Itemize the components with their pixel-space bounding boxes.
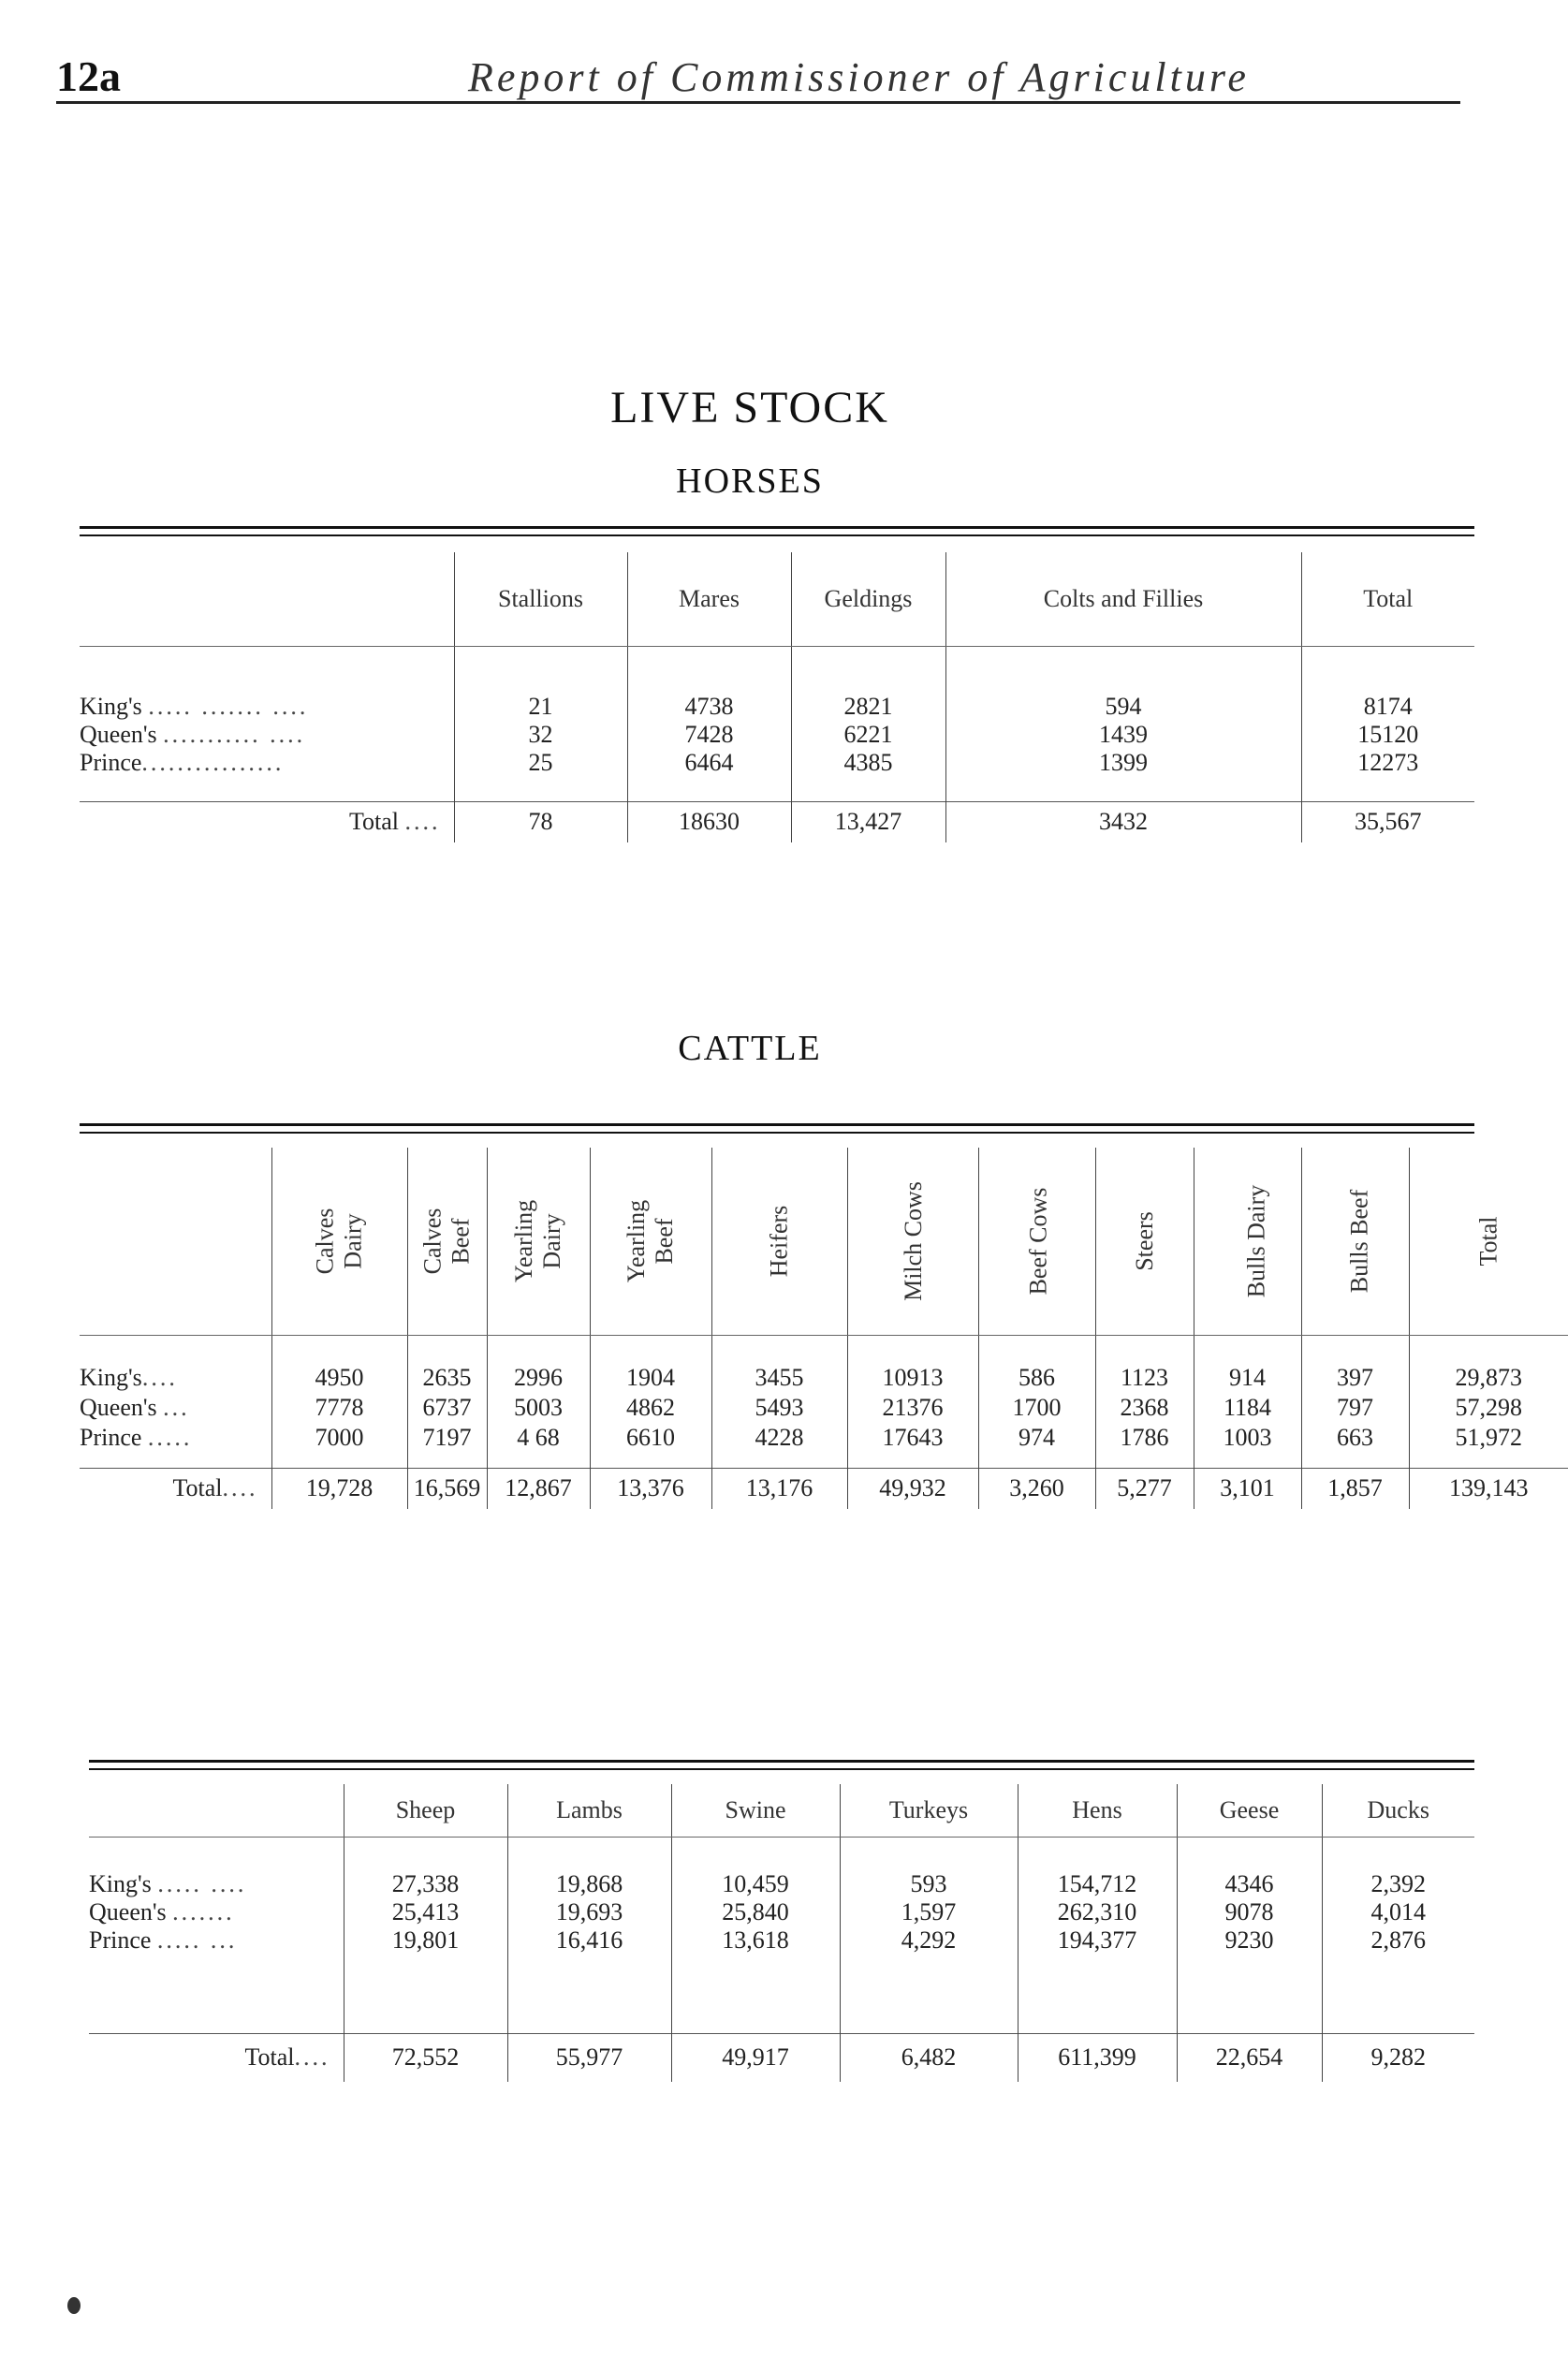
table-cell: 25,840 [671,1898,840,1926]
table-cell: 16,416 [507,1926,671,1955]
table-cell: 27,338 [344,1870,507,1898]
total-cell: 55,977 [507,2033,671,2082]
row-label: King's [80,693,142,720]
row-label: Prince [80,749,142,776]
table-cell: 19,868 [507,1870,671,1898]
total-cell: 22,654 [1177,2033,1322,2082]
poultry-stub-head [89,1784,344,1837]
total-cell: 19,728 [271,1468,407,1509]
total-cell: 13,176 [711,1468,847,1509]
total-cell: 139,143 [1409,1468,1568,1509]
row-label: Queen's [89,1898,167,1925]
live-stock-title: LIVE STOCK [610,383,889,432]
table-cell: 32 [454,721,627,749]
total-cell: 1,857 [1301,1468,1409,1509]
table-cell: 2,876 [1322,1926,1474,1955]
table-cell: 3455 [711,1363,847,1393]
running-header [56,51,1460,108]
total-cell: 16,569 [407,1468,487,1509]
table-cell: 25 [454,749,627,777]
total-label: Total [244,2043,295,2072]
poultry-table [89,1784,1474,2082]
total-cell: 13,376 [590,1468,711,1509]
table-cell: 2821 [791,693,945,721]
table-cell: 2,392 [1322,1870,1474,1898]
cattle-stub-head [80,1148,271,1335]
table-cell: 4,014 [1322,1898,1474,1926]
table-cell: 7778 [271,1393,407,1423]
table-row: Queen's ....... 25,413 19,693 25,840 1,597 262,310 9078 4,014 [89,1898,1474,1926]
table-cell: 586 [978,1363,1095,1393]
table-cell: 21376 [847,1393,978,1423]
table-cell: 262,310 [1018,1898,1177,1926]
table-cell: 9078 [1177,1898,1322,1926]
table-cell: 914 [1194,1363,1301,1393]
table-cell: 5003 [487,1393,590,1423]
total-cell: 9,282 [1322,2033,1474,2082]
total-cell: 18630 [627,801,791,842]
table-cell: 51,972 [1409,1423,1568,1453]
table-cell: 6221 [791,721,945,749]
table-cell: 974 [978,1423,1095,1453]
total-row: Total.... 72,552 55,977 49,917 6,482 611,399 22,654 9,282 [89,2033,1474,2082]
cattle-col-yearling-beef: Yearling Beef [590,1148,711,1335]
table-cell: 594 [945,693,1301,721]
table-cell: 1184 [1194,1393,1301,1423]
horses-table [80,552,1474,842]
total-row: Total .... 78 18630 13,427 3432 35,567 [80,801,1474,842]
table-cell: 6610 [590,1423,711,1453]
table-cell: 4950 [271,1363,407,1393]
table-cell: 1003 [1194,1423,1301,1453]
poultry-col-geese: Geese [1177,1784,1322,1837]
cattle-col-steers: Steers [1095,1148,1194,1335]
row-label: King's [89,1870,152,1897]
table-cell: 25,413 [344,1898,507,1926]
cattle-col-yearling-dairy: Yearling Dairy [487,1148,590,1335]
row-label: King's [80,1364,142,1391]
header-rule [56,101,1460,104]
total-cell: 78 [454,801,627,842]
cattle-title: CATTLE [678,1029,822,1068]
table-cell: 9230 [1177,1926,1322,1955]
cattle-col-beef-cows: Beef Cows [978,1148,1095,1335]
table-row: Prince ..... ... 19,801 16,416 13,618 4,292 194,377 9230 2,876 [89,1926,1474,1955]
cattle-col-milch-cows: Milch Cows [847,1148,978,1335]
table-cell: 4862 [590,1393,711,1423]
table-cell: 2635 [407,1363,487,1393]
cattle-col-bulls-beef: Bulls Beef [1301,1148,1409,1335]
poultry-col-sheep: Sheep [344,1784,507,1837]
total-label: Total [172,1474,223,1502]
table-cell: 6737 [407,1393,487,1423]
total-cell: 5,277 [1095,1468,1194,1509]
poultry-col-swine: Swine [671,1784,840,1837]
cattle-col-calves-beef: Calves Beef [407,1148,487,1335]
table-cell: 4228 [711,1423,847,1453]
horses-col-total: Total [1301,552,1474,646]
table-row: King's.... 4950 2635 2996 1904 3455 10913 586 1123 914 397 29,873 [80,1363,1568,1393]
page-number: 12a [56,52,121,100]
total-cell: 6,482 [840,2033,1018,2082]
total-cell: 12,867 [487,1468,590,1509]
total-cell: 3432 [945,801,1301,842]
table-cell: 4738 [627,693,791,721]
horses-title: HORSES [676,461,824,501]
table-cell: 5493 [711,1393,847,1423]
table-cell: 1786 [1095,1423,1194,1453]
cattle-table [80,1148,1568,1509]
table-row: Queen's ... 7778 6737 5003 4862 5493 21376 1700 2368 1184 797 57,298 [80,1393,1568,1423]
ink-speck [67,2297,81,2314]
poultry-col-hens: Hens [1018,1784,1177,1837]
table-cell: 4385 [791,749,945,777]
table-cell: 7000 [271,1423,407,1453]
table-cell: 194,377 [1018,1926,1177,1955]
table-cell: 19,801 [344,1926,507,1955]
cattle-col-calves-dairy: Calves Dairy [271,1148,407,1335]
horses-col-colts-fillies: Colts and Fillies [945,552,1301,646]
total-cell: 3,101 [1194,1468,1301,1509]
poultry-col-lambs: Lambs [507,1784,671,1837]
table-cell: 8174 [1301,693,1474,721]
row-label: Prince [80,1424,142,1451]
poultry-col-ducks: Ducks [1322,1784,1474,1837]
table-cell: 2996 [487,1363,590,1393]
total-cell: 3,260 [978,1468,1095,1509]
table-cell: 10913 [847,1363,978,1393]
table-cell: 797 [1301,1393,1409,1423]
table-row: Queen's ........... .... 32 7428 6221 1439 15120 [80,721,1474,749]
table-cell: 1399 [945,749,1301,777]
table-cell: 4,292 [840,1926,1018,1955]
horses-col-geldings: Geldings [791,552,945,646]
running-title: Report of Commissioner of Agriculture [468,54,1250,100]
row-label: Queen's [80,1394,157,1421]
total-cell: 49,932 [847,1468,978,1509]
table-row: King's ..... .... 27,338 19,868 10,459 593 154,712 4346 2,392 [89,1870,1474,1898]
table-cell: 6464 [627,749,791,777]
table-cell: 2368 [1095,1393,1194,1423]
table-row: Prince ..... 7000 7197 4 68 6610 4228 17643 974 1786 1003 663 51,972 [80,1423,1568,1453]
table-cell: 1904 [590,1363,711,1393]
cattle-col-heifers: Heifers [711,1148,847,1335]
table-cell: 663 [1301,1423,1409,1453]
total-cell: 13,427 [791,801,945,842]
horses-col-stallions: Stallions [454,552,627,646]
total-label: Total [348,808,399,836]
table-cell: 7197 [407,1423,487,1453]
horses-col-mares: Mares [627,552,791,646]
table-cell: 10,459 [671,1870,840,1898]
table-cell: 7428 [627,721,791,749]
table-cell: 1,597 [840,1898,1018,1926]
table-cell: 29,873 [1409,1363,1568,1393]
table-cell: 21 [454,693,627,721]
table-cell: 13,618 [671,1926,840,1955]
table-cell: 4346 [1177,1870,1322,1898]
horses-stub-head [80,552,454,646]
table-cell: 593 [840,1870,1018,1898]
poultry-col-turkeys: Turkeys [840,1784,1018,1837]
cattle-col-total: Total [1409,1148,1568,1335]
table-cell: 397 [1301,1363,1409,1393]
table-cell: 1439 [945,721,1301,749]
table-cell: 19,693 [507,1898,671,1926]
table-cell: 4 68 [487,1423,590,1453]
horses-top-rule [80,526,1474,536]
table-row: King's ..... ....... .... 21 4738 2821 594 8174 [80,693,1474,721]
total-cell: 72,552 [344,2033,507,2082]
total-row: Total.... 19,728 16,569 12,867 13,376 13,176 49,932 3,260 5,277 3,101 1,857 139,143 [80,1468,1568,1509]
total-cell: 49,917 [671,2033,840,2082]
table-cell: 12273 [1301,749,1474,777]
table-cell: 154,712 [1018,1870,1177,1898]
total-cell: 35,567 [1301,801,1474,842]
table-cell: 1700 [978,1393,1095,1423]
table-cell: 1123 [1095,1363,1194,1393]
total-cell: 611,399 [1018,2033,1177,2082]
table-cell: 57,298 [1409,1393,1568,1423]
row-label: Prince [89,1926,152,1954]
cattle-top-rule [80,1123,1474,1134]
poultry-top-rule [89,1760,1474,1770]
row-label: Queen's [80,721,157,748]
table-row: Prince................ 25 6464 4385 1399 12273 [80,749,1474,777]
table-cell: 15120 [1301,721,1474,749]
table-cell: 17643 [847,1423,978,1453]
cattle-col-bulls-dairy: Bulls Dairy [1194,1148,1301,1335]
